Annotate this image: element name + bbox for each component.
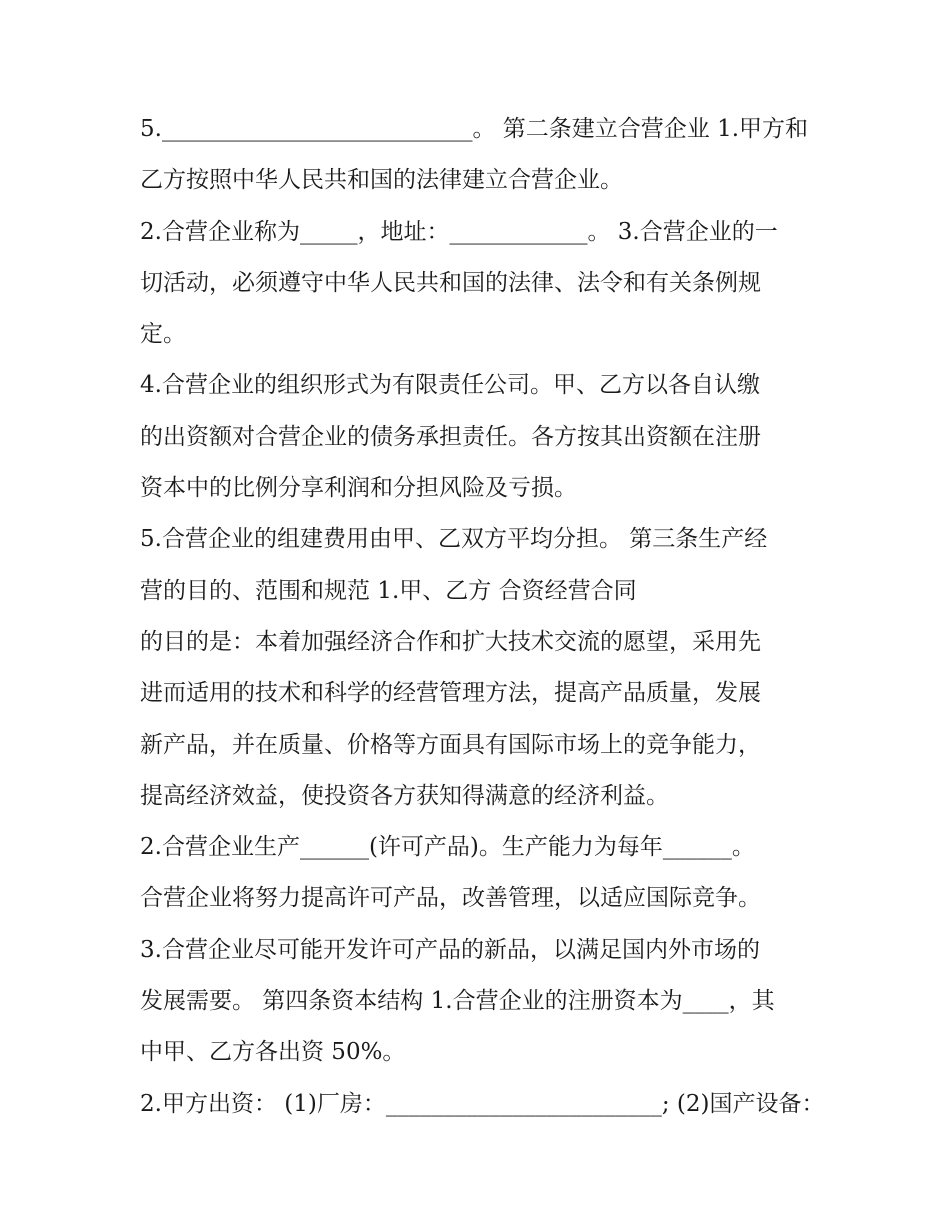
- text-line: 的目的是：本着加强经济合作和扩大技术交流的愿望，采用先: [140, 628, 761, 655]
- text-line: 5.合营企业的组建费用由甲、乙双方平均分担。 第三条生产经: [140, 526, 768, 553]
- text-line: 新产品，并在质量、价格等方面具有国际市场上的竞争能力，: [140, 731, 761, 758]
- text-line: 合营企业将努力提高许可产品，改善管理，以适应国际竞争。: [140, 885, 761, 912]
- text-line: 4.合营企业的组织形式为有限责任公司。甲、乙方以各自认缴: [140, 372, 760, 399]
- text-line: 提高经济效益，使投资各方获知得满意的经济利益。: [140, 782, 669, 809]
- text-line: 乙方按照中华人民共和国的法律建立合营企业。: [140, 167, 623, 194]
- text-line: 中甲、乙方各出资 50%。: [140, 1039, 406, 1066]
- text-line: 营的目的、范围和规范 1.甲、乙方 合资经营合同: [140, 577, 637, 604]
- text-line: 5.___________________________。 第二条建立合营企业 1.甲方和: [140, 116, 809, 142]
- text-line: 的出资额对合营企业的债务承担责任。各方按其出资额在注册: [140, 423, 761, 450]
- text-line: 切活动，必须遵守中华人民共和国的法律、法令和有关条例规: [140, 269, 761, 296]
- text-line: 发展需要。 第四条资本结构 1.合营企业的注册资本为____，其: [140, 988, 775, 1015]
- text-line: 定。: [140, 321, 186, 348]
- text-line: 3.合营企业尽可能开发许可产品的新品，以满足国内外市场的: [140, 936, 760, 963]
- text-line: 进而适用的技术和科学的经营管理方法，提高产品质量，发展: [140, 680, 761, 707]
- contract-body: [140, 110, 830, 1136]
- text-line: 2.甲方出资： (1)厂房：________________________; (2)国产设备：: [140, 1090, 825, 1117]
- text-line: 2.合营企业生产______(许可产品)。生产能力为每年______。: [140, 834, 755, 861]
- text-line: 资本中的比例分享利润和分担风险及亏损。: [140, 475, 577, 502]
- text-line: 2.合营企业称为_____，地址：____________。 3.合营企业的一: [140, 218, 778, 245]
